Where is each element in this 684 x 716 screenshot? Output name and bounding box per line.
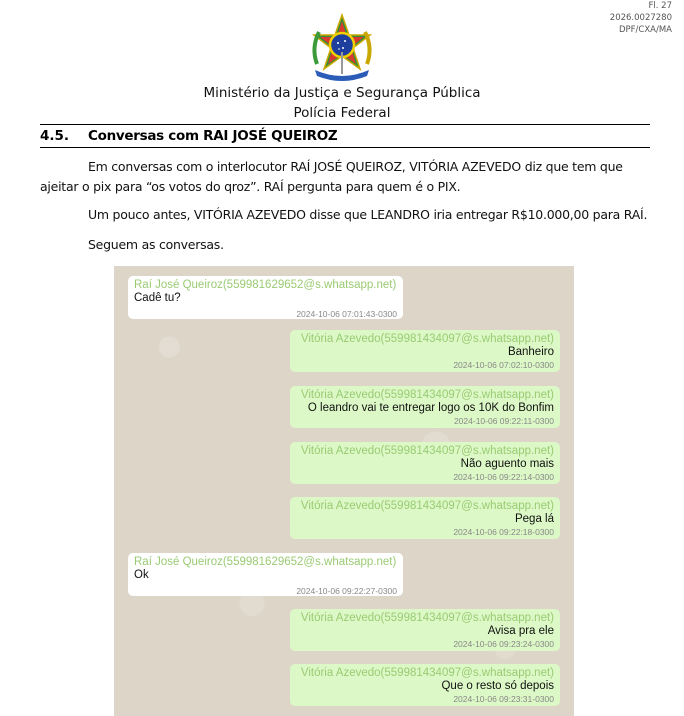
message-text: Cadê tu?: [134, 292, 181, 304]
message-text: Banheiro: [507, 346, 554, 358]
message-sender: Raí José Queiroz(559981629652@s.whatsapp.net): [134, 556, 397, 568]
message-sender: Vitória Azevedo(559981434097@s.whatsapp.net): [300, 333, 554, 345]
section-title: Conversas com RAI JOSÉ QUEIROZ: [88, 128, 338, 144]
message-sender: Raí José Queiroz(559981629652@s.whatsapp.net): [134, 279, 397, 291]
message-sender: Vitória Azevedo(559981434097@s.whatsapp.net): [300, 445, 554, 457]
chat-message-outgoing: [290, 664, 560, 706]
page-stamp: [610, 0, 672, 36]
chat-message-outgoing: [290, 609, 560, 651]
case-number: 2026.0027280: [609, 13, 672, 23]
chat-message-outgoing: [290, 442, 560, 484]
message-sender: Vitória Azevedo(559981434097@s.whatsapp.net): [300, 389, 554, 401]
message-sender: Vitória Azevedo(559981434097@s.whatsapp.net): [300, 612, 554, 624]
folio-number: Fl. 27: [648, 1, 672, 11]
message-text: O leandro vai te entregar logo os 10K do Bonfim: [307, 402, 554, 414]
agency-name: Polícia Federal: [293, 105, 391, 121]
chat-message-incoming: [128, 553, 403, 596]
message-text: Não aguento mais: [460, 458, 554, 470]
message-text: Avisa pra ele: [487, 625, 554, 637]
office-code: DPF/CXA/MA: [618, 25, 672, 35]
message-text: Pega lá: [514, 513, 554, 525]
message-timestamp: 2024-10-06 09:22:18-0300: [453, 527, 554, 537]
message-sender: Vitória Azevedo(559981434097@s.whatsapp.net): [300, 667, 554, 679]
section-heading: [40, 124, 650, 148]
paragraph-2: Um pouco antes, VITÓRIA AZEVEDO disse que LEANDRO iria entregar R$10.000,00 para RAÍ.: [88, 207, 648, 222]
chat-message-incoming: [128, 276, 403, 319]
message-timestamp: 2024-10-06 07:02:10-0300: [453, 360, 554, 370]
message-timestamp: 2024-10-06 07:01:43-0300: [296, 309, 397, 319]
section-number: 4.5.: [40, 128, 70, 144]
chat-message-outgoing: [290, 497, 560, 539]
paragraph-3: Seguem as conversas.: [88, 237, 224, 252]
paragraph-1: Em conversas com o interlocutor RAÍ JOSÉ QUEIROZ, VITÓRIA AZEVEDO diz que tem que ajeitar o pix para “os votos do qroz”. RAÍ pergunta para quem é o PIX.: [40, 159, 623, 194]
brazil-coat-of-arms-icon: [305, 12, 379, 82]
message-timestamp: 2024-10-06 09:22:11-0300: [453, 416, 554, 426]
ministry-name: Ministério da Justiça e Segurança Pública: [203, 85, 481, 101]
message-sender: Vitória Azevedo(559981434097@s.whatsapp.net): [300, 500, 554, 512]
chat-screenshot: [114, 266, 574, 716]
message-timestamp: 2024-10-06 09:22:27-0300: [296, 586, 397, 596]
message-text: Ok: [134, 569, 149, 581]
chat-message-outgoing: [290, 330, 560, 372]
message-timestamp: 2024-10-06 09:23:24-0300: [453, 639, 554, 649]
chat-message-outgoing: [290, 386, 560, 428]
message-timestamp: 2024-10-06 09:23:31-0300: [453, 694, 554, 704]
message-text: Que o resto só depois: [441, 680, 554, 692]
message-timestamp: 2024-10-06 09:22:14-0300: [453, 472, 554, 482]
